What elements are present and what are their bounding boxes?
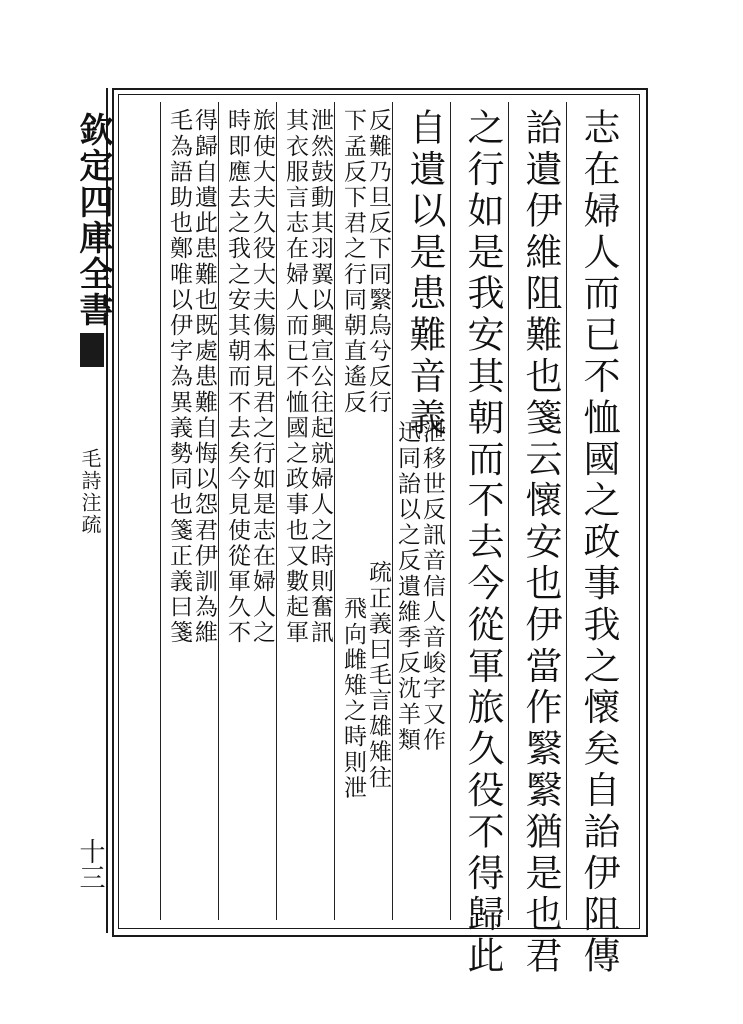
column-divider: [566, 102, 567, 920]
annotation-line-right: 得歸自遺此患難也既處患難自悔以怨君伊訓為維: [191, 108, 217, 646]
annotation-line-right: 反難乃旦反下同繄烏兮反行: [365, 108, 391, 416]
annotation-line-right: 旅使大夫久役大夫傷本見君之行如是志在婦人之: [249, 108, 275, 646]
spine-title: 欽定四庫全書: [73, 112, 113, 328]
text-column-2: 詒遺伊維阻難也箋云懷安也伊當作繄繄猶是也君: [519, 108, 562, 978]
text-column-4: 自遺以是患難音義: [403, 108, 446, 440]
annotation-line-right: 泄移世反訊音信人音峻字又作: [419, 420, 445, 753]
annotation-line-left: 其衣服言志在婦人而已不恤國之政事也又數起軍: [282, 108, 308, 646]
column-divider: [508, 102, 509, 920]
text-column-3: 之行如是我安其朝而不去今從軍旅久役不得歸此: [461, 108, 504, 978]
page-number: 十三: [75, 838, 105, 890]
annotation-line-left: 迅同詒以之反遺維季反沈羊類: [394, 420, 420, 753]
column-divider: [218, 102, 219, 920]
column-divider: [334, 102, 335, 920]
spine-subtitle: 毛詩注疏: [78, 448, 102, 536]
annotation-line-left: 毛為語助也鄭唯以伊字為異義勢同也箋正義曰箋: [166, 108, 192, 646]
column-divider: [450, 102, 451, 920]
annotation-line-left: 時即應去之我之安其朝而不去矣今見使從軍久不: [224, 108, 250, 646]
shu-line-left: 飛向雌雉之時則泄: [340, 596, 366, 801]
column-divider: [392, 102, 393, 920]
text-column-1: 志在婦人而已不恤國之政事我之懷矣自詒伊阻傳: [577, 108, 620, 978]
annotation-line-left: 下孟反下君之行同朝直遙反: [340, 108, 366, 416]
column-divider: [160, 102, 161, 920]
column-divider: [276, 102, 277, 920]
annotation-line-right: 泄然鼓動其羽翼以興宣公往起就婦人之時則奮訊: [307, 108, 333, 646]
shu-line-right: 疏正義曰毛言雄雉往: [365, 560, 391, 791]
fish-tail-mark: [80, 333, 104, 367]
